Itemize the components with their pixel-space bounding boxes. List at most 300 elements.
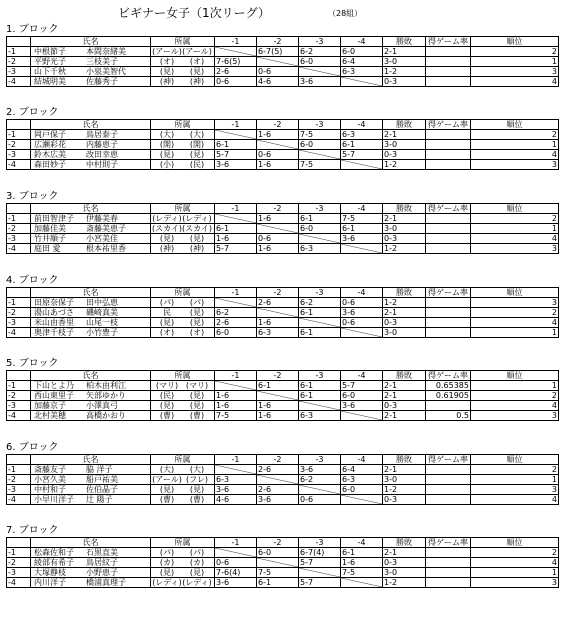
match-score: 6-3 [299, 411, 341, 421]
column-header: -1 [215, 120, 257, 130]
game-rate [426, 150, 471, 160]
column-header: -1 [215, 455, 257, 465]
column-header: 得ゲーム率 [426, 204, 471, 214]
affiliation [151, 140, 215, 150]
column-header: -2 [257, 371, 299, 381]
match-score: 1-6 [215, 391, 257, 401]
win-loss: 3-0 [383, 475, 426, 485]
match-score: 0-6 [341, 298, 383, 308]
rank: 1 [471, 568, 559, 578]
block-title: 1. ブロック [6, 24, 59, 35]
affiliation [151, 328, 215, 338]
affiliation-2: (カ) [189, 558, 205, 567]
player-name: 中村和子 [34, 485, 66, 494]
affiliation-1: (大) [159, 130, 175, 139]
self-match-cell [215, 548, 257, 558]
match-score: 1-6 [215, 234, 257, 244]
affiliation-2: (レディ) [182, 214, 212, 223]
player-name: 北村美穂 [34, 411, 66, 420]
match-score: 2-6 [215, 67, 257, 77]
win-loss: 3-0 [383, 140, 426, 150]
player-names [31, 150, 151, 160]
affiliation [151, 244, 215, 254]
rank: 3 [471, 411, 559, 421]
table-row [7, 224, 559, 234]
affiliation [151, 214, 215, 224]
self-match-cell [341, 578, 383, 588]
partner-name: 辻 陽子 [86, 495, 113, 504]
win-loss: 0-3 [383, 77, 426, 87]
column-header [7, 120, 31, 130]
affiliation-2: (オ) [189, 328, 205, 337]
game-rate [426, 47, 471, 57]
player-number: -1 [7, 465, 31, 475]
match-score: 0-6 [341, 318, 383, 328]
affiliation-1: (マリ) [155, 381, 179, 390]
affiliation-2: (神) [189, 77, 205, 86]
self-match-cell [299, 67, 341, 77]
self-match-cell [299, 234, 341, 244]
affiliation [151, 381, 215, 391]
player-names [31, 465, 151, 475]
game-rate [426, 318, 471, 328]
header-row [7, 538, 559, 548]
player-number: -3 [7, 67, 31, 77]
column-header [7, 538, 31, 548]
affiliation [151, 465, 215, 475]
self-match-cell [257, 308, 299, 318]
column-header: 順位 [471, 371, 559, 381]
win-loss: 1-2 [383, 298, 426, 308]
column-header [7, 288, 31, 298]
table-row [7, 67, 559, 77]
column-header: 得ゲーム率 [426, 288, 471, 298]
player-number: -4 [7, 160, 31, 170]
match-score: 6-1 [299, 328, 341, 338]
match-score: 1-6 [257, 160, 299, 170]
game-rate [426, 67, 471, 77]
game-rate [426, 130, 471, 140]
match-score: 3-6 [215, 578, 257, 588]
player-name: 松森佐和子 [34, 548, 74, 557]
table-row [7, 57, 559, 67]
affiliation-1: (レディ) [152, 578, 182, 587]
affiliation [151, 568, 215, 578]
match-score: 0-6 [215, 558, 257, 568]
match-score: 3-6 [215, 485, 257, 495]
table-row [7, 308, 559, 318]
player-number: -3 [7, 234, 31, 244]
table-row [7, 381, 559, 391]
rank: 4 [471, 150, 559, 160]
partner-name: 脇 洋子 [86, 465, 113, 474]
column-header: 所属 [151, 538, 215, 548]
match-score: 0-6 [215, 77, 257, 87]
column-header: 氏名 [31, 204, 151, 214]
player-number: -2 [7, 224, 31, 234]
game-rate [426, 298, 471, 308]
affiliation-2: (開) [189, 140, 205, 149]
block-2 [6, 107, 558, 170]
affiliation-2: (パ) [189, 548, 205, 557]
rank: 1 [471, 328, 559, 338]
column-header: 勝敗 [383, 455, 426, 465]
table-row [7, 558, 559, 568]
player-names [31, 160, 151, 170]
match-score: 7-5 [299, 130, 341, 140]
match-score: 7-6(5) [215, 57, 257, 67]
win-loss: 1-2 [383, 485, 426, 495]
affiliation [151, 548, 215, 558]
column-header: -4 [341, 120, 383, 130]
match-score: 6-7(5) [257, 47, 299, 57]
match-score: 5-7 [215, 150, 257, 160]
column-header: -1 [215, 204, 257, 214]
player-names [31, 130, 151, 140]
rank: 2 [471, 308, 559, 318]
affiliation-2: (オ) [189, 57, 205, 66]
player-number: -2 [7, 475, 31, 485]
player-number: -2 [7, 57, 31, 67]
player-name: 下山とよ乃 [34, 381, 74, 390]
player-names [31, 224, 151, 234]
self-match-cell [341, 328, 383, 338]
match-score: 6-0 [299, 140, 341, 150]
column-header: -2 [257, 204, 299, 214]
player-names [31, 411, 151, 421]
self-match-cell [341, 411, 383, 421]
self-match-cell [257, 391, 299, 401]
game-rate [426, 485, 471, 495]
self-match-cell [257, 224, 299, 234]
rank: 4 [471, 558, 559, 568]
player-name: 内川洋子 [34, 578, 66, 587]
header-row [7, 204, 559, 214]
player-name: 西山東里子 [34, 391, 74, 400]
rank: 3 [471, 578, 559, 588]
partner-name: 鳥居紋子 [86, 558, 118, 567]
column-header: -2 [257, 37, 299, 47]
column-header: 氏名 [31, 120, 151, 130]
affiliation-1: (オ) [159, 57, 175, 66]
affiliation-2: (曹) [189, 495, 205, 504]
match-score: 1-6 [215, 401, 257, 411]
column-header: -3 [299, 37, 341, 47]
match-score: 6-2 [215, 308, 257, 318]
self-match-cell [299, 150, 341, 160]
rank: 3 [471, 298, 559, 308]
affiliation-2: (見) [189, 318, 205, 327]
win-loss: 2-1 [383, 548, 426, 558]
partner-name: 中村則子 [86, 160, 118, 169]
win-loss: 1-2 [383, 244, 426, 254]
match-score: 3-6 [299, 77, 341, 87]
player-number: -4 [7, 411, 31, 421]
rank: 4 [471, 77, 559, 87]
table-row [7, 130, 559, 140]
table-row [7, 244, 559, 254]
game-rate [426, 57, 471, 67]
header-row [7, 37, 559, 47]
column-header [7, 37, 31, 47]
affiliation-2: (見) [189, 485, 205, 494]
self-match-cell [299, 401, 341, 411]
player-number: -2 [7, 308, 31, 318]
player-names [31, 568, 151, 578]
rank: 2 [471, 548, 559, 558]
block-7 [6, 525, 558, 588]
win-loss: 1-2 [383, 67, 426, 77]
self-match-cell [341, 77, 383, 87]
block-title: 2. ブロック [6, 107, 59, 118]
match-score: 0-6 [299, 495, 341, 505]
player-name: 庭田 愛 [34, 244, 61, 253]
player-name: 大塚静枝 [34, 568, 66, 577]
table-row [7, 485, 559, 495]
rank: 1 [471, 140, 559, 150]
affiliation-1: (小) [159, 160, 175, 169]
win-loss: 0-3 [383, 401, 426, 411]
player-names [31, 77, 151, 87]
player-names [31, 548, 151, 558]
match-score: 6-1 [299, 381, 341, 391]
match-score: 6-2 [299, 298, 341, 308]
affiliation-2: (フレ) [186, 475, 208, 484]
column-header: 順位 [471, 538, 559, 548]
column-header: 順位 [471, 455, 559, 465]
column-header: -1 [215, 37, 257, 47]
player-names [31, 381, 151, 391]
match-score: 0-6 [257, 150, 299, 160]
affiliation [151, 224, 215, 234]
affiliation [151, 401, 215, 411]
column-header: 氏名 [31, 288, 151, 298]
rank: 1 [471, 57, 559, 67]
block-6 [6, 442, 558, 505]
game-rate [426, 548, 471, 558]
player-name: 米山由香里 [34, 318, 74, 327]
match-score: 1-6 [257, 244, 299, 254]
column-header: 氏名 [31, 455, 151, 465]
player-number: -4 [7, 77, 31, 87]
column-header: 得ゲーム率 [426, 371, 471, 381]
game-rate [426, 401, 471, 411]
player-number: -1 [7, 214, 31, 224]
rank: 4 [471, 401, 559, 411]
standings-table [6, 370, 559, 421]
self-match-cell [341, 244, 383, 254]
match-score: 3-6 [299, 465, 341, 475]
affiliation-1: (開) [159, 140, 175, 149]
game-rate [426, 224, 471, 234]
affiliation [151, 77, 215, 87]
column-header: -4 [341, 371, 383, 381]
affiliation-1: (神) [159, 77, 175, 86]
column-header: -2 [257, 120, 299, 130]
player-name: 加藤京子 [34, 401, 66, 410]
column-header: 勝敗 [383, 204, 426, 214]
player-name: 広瀬彩花 [34, 140, 66, 149]
partner-name: 矢部ゆかり [86, 391, 126, 400]
column-header: -4 [341, 288, 383, 298]
game-rate [426, 328, 471, 338]
player-name: 結城明美 [34, 77, 66, 86]
self-match-cell [257, 558, 299, 568]
self-match-cell [341, 495, 383, 505]
column-header: 得ゲーム率 [426, 120, 471, 130]
column-header: -4 [341, 37, 383, 47]
match-score: 1-6 [257, 318, 299, 328]
partner-name: 田中弘恵 [86, 298, 118, 307]
match-score: 3-6 [341, 401, 383, 411]
match-score: 6-2 [299, 47, 341, 57]
match-score: 5-7 [299, 578, 341, 588]
match-score: 6-4 [341, 57, 383, 67]
match-score: 6-1 [341, 140, 383, 150]
win-loss: 2-1 [383, 465, 426, 475]
affiliation [151, 67, 215, 77]
partner-name: 石黒直美 [86, 548, 118, 557]
column-header: -2 [257, 288, 299, 298]
self-match-cell [299, 318, 341, 328]
table-row [7, 465, 559, 475]
player-number: -2 [7, 140, 31, 150]
affiliation [151, 495, 215, 505]
player-names [31, 475, 151, 485]
partner-name: 小竹豊子 [86, 328, 118, 337]
player-name: 岡戸保子 [34, 130, 66, 139]
affiliation-1: (見) [159, 568, 175, 577]
match-score: 1-6 [257, 401, 299, 411]
match-score: 6-1 [341, 548, 383, 558]
column-header [7, 371, 31, 381]
affiliation-2: (大) [189, 130, 205, 139]
affiliation-1: (見) [159, 150, 175, 159]
player-number: -2 [7, 558, 31, 568]
affiliation-1: (見) [159, 67, 175, 76]
partner-name: 鳥居泰子 [86, 130, 118, 139]
player-names [31, 578, 151, 588]
partner-name: 改田幸恵 [86, 150, 118, 159]
player-names [31, 328, 151, 338]
column-header [7, 204, 31, 214]
player-names [31, 244, 151, 254]
game-rate [426, 214, 471, 224]
match-score: 7-5 [341, 568, 383, 578]
win-loss: 0-3 [383, 495, 426, 505]
partner-name: 根本祐里香 [86, 244, 126, 253]
rank: 2 [471, 47, 559, 57]
column-header: 得ゲーム率 [426, 37, 471, 47]
self-match-cell [257, 57, 299, 67]
table-row [7, 160, 559, 170]
affiliation-2: (見) [189, 308, 205, 317]
affiliation-2: (大) [189, 465, 205, 474]
win-loss: 2-1 [383, 391, 426, 401]
player-number: -1 [7, 298, 31, 308]
column-header: -4 [341, 538, 383, 548]
game-rate [426, 77, 471, 87]
player-name: 山下千秋 [34, 67, 66, 76]
table-row [7, 234, 559, 244]
game-rate [426, 308, 471, 318]
match-score: 6-1 [341, 224, 383, 234]
affiliation [151, 578, 215, 588]
table-row [7, 298, 559, 308]
partner-name: 柏木由利江 [86, 381, 126, 390]
player-name: 鈴木広美 [34, 150, 66, 159]
affiliation-1: (アール) [152, 475, 182, 484]
partner-name: 橋浦真理子 [86, 578, 126, 587]
affiliation [151, 47, 215, 57]
column-header: 所属 [151, 371, 215, 381]
win-loss: 2-1 [383, 308, 426, 318]
game-rate [426, 495, 471, 505]
block-3 [6, 191, 558, 254]
table-row [7, 214, 559, 224]
column-header: -3 [299, 288, 341, 298]
affiliation-2: (見) [189, 391, 205, 400]
match-score: 6-4 [341, 465, 383, 475]
win-loss: 0-3 [383, 558, 426, 568]
win-loss: 1-2 [383, 160, 426, 170]
match-score: 4-6 [257, 77, 299, 87]
self-match-cell [299, 568, 341, 578]
column-header: -4 [341, 455, 383, 465]
column-header: -1 [215, 538, 257, 548]
player-name: 森田妙子 [34, 160, 66, 169]
affiliation-1: (パ) [159, 548, 175, 557]
partner-name: 小泉美智代 [86, 67, 126, 76]
column-header: -3 [299, 455, 341, 465]
game-rate [426, 160, 471, 170]
match-score: 4-6 [215, 495, 257, 505]
affiliation [151, 234, 215, 244]
table-row [7, 150, 559, 160]
match-score: 0-6 [257, 67, 299, 77]
affiliation-1: (アール) [152, 47, 182, 56]
header-row [7, 120, 559, 130]
standings-table [6, 287, 559, 338]
affiliation [151, 485, 215, 495]
affiliation-2: (民) [189, 160, 205, 169]
match-score: 1-6 [257, 411, 299, 421]
standings-table [6, 119, 559, 170]
partner-name: 小澤真弓 [86, 401, 118, 410]
player-number: -3 [7, 485, 31, 495]
partner-name: 山尾一枝 [86, 318, 118, 327]
block-title: 7. ブロック [6, 525, 59, 536]
affiliation [151, 391, 215, 401]
player-name: 前田智津子 [34, 214, 74, 223]
match-score: 6-1 [215, 224, 257, 234]
block-4 [6, 275, 558, 338]
match-score: 6-3 [299, 244, 341, 254]
self-match-cell [341, 160, 383, 170]
affiliation [151, 298, 215, 308]
player-names [31, 308, 151, 318]
match-score: 7-5 [215, 411, 257, 421]
affiliation-1: (パ) [159, 298, 175, 307]
player-number: -1 [7, 548, 31, 558]
affiliation [151, 308, 215, 318]
match-score: 7-6(4) [215, 568, 257, 578]
match-score: 6-1 [299, 391, 341, 401]
game-rate [426, 244, 471, 254]
table-row [7, 47, 559, 57]
self-match-cell [215, 47, 257, 57]
match-score: 6-2 [299, 475, 341, 485]
